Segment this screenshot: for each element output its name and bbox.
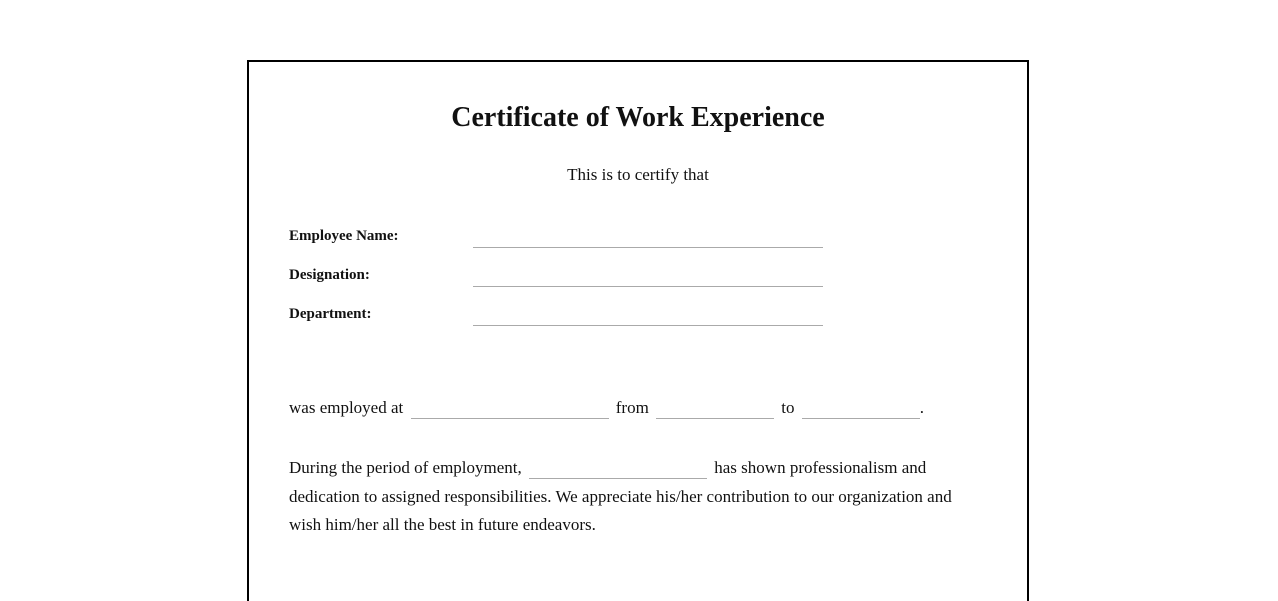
- certificate-document: [247, 60, 1029, 601]
- department-row: [289, 303, 829, 329]
- employee-name-row: [289, 225, 829, 251]
- from-date-field[interactable]: [656, 402, 774, 419]
- employed-at-text: was employed at: [289, 398, 404, 417]
- employee-name-label: Employee Name:: [289, 228, 399, 244]
- department-label: Department:: [289, 306, 372, 322]
- certificate-title: Certificate of Work Experience: [451, 102, 825, 133]
- closing-paragraph: [289, 454, 979, 540]
- certify-intro-text: This is to certify that: [567, 165, 709, 184]
- closing-text-start: During the period of employment,: [289, 458, 522, 477]
- designation-field[interactable]: [473, 264, 823, 287]
- designation-row: [289, 264, 829, 290]
- company-field[interactable]: [411, 402, 609, 419]
- to-text: to: [781, 398, 795, 417]
- paragraph-employee-name-field[interactable]: [529, 462, 707, 479]
- designation-label: Designation:: [289, 267, 370, 283]
- from-text: from: [615, 398, 649, 417]
- department-field[interactable]: [473, 303, 823, 326]
- sentence-period: .: [919, 398, 925, 417]
- employment-sentence: [289, 396, 924, 420]
- closing-text-end: has shown professionalism and dedication to assigned responsibilities. We appreciate his/her contribution to our organization and wish him/her all the best in future endeavors.: [289, 458, 952, 534]
- to-date-field[interactable]: [802, 402, 920, 419]
- employee-name-field[interactable]: [473, 225, 823, 248]
